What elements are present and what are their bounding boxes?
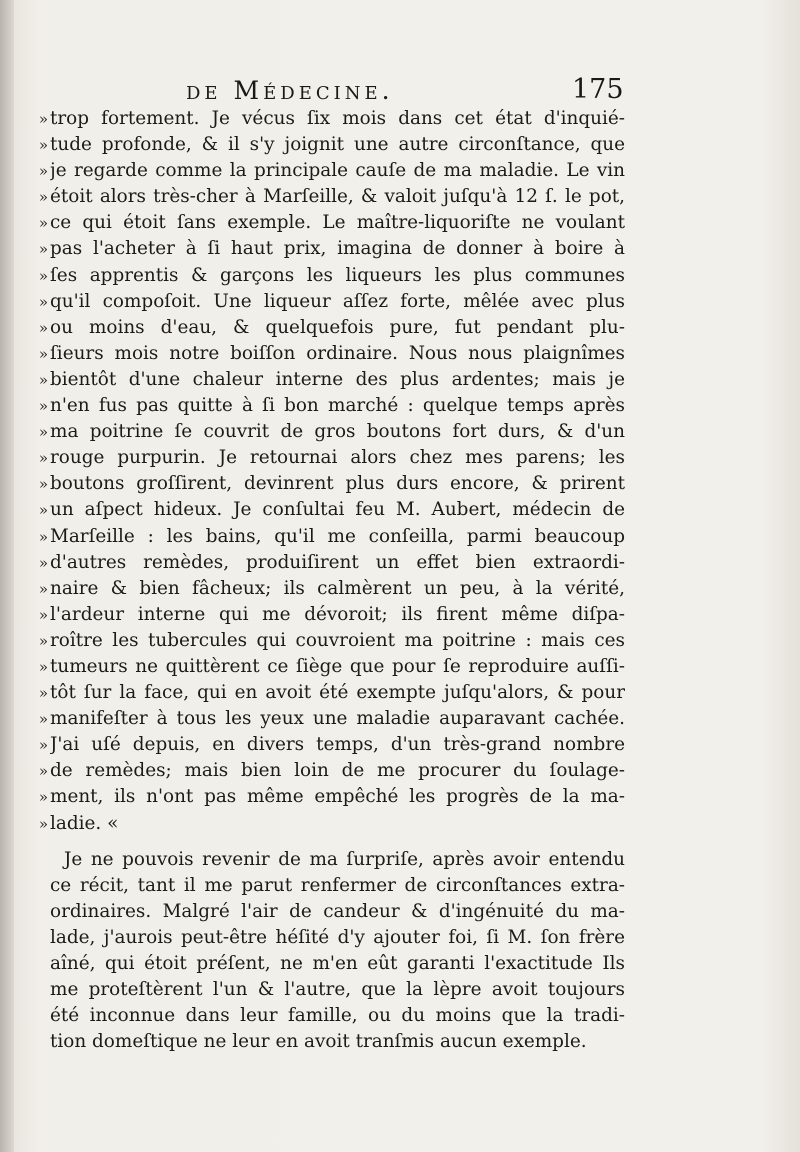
- line-text: d'autres remèdes, produiſirent un effet bien extraordi-: [50, 551, 625, 573]
- text-line: [22, 289, 625, 315]
- quotation-mark: »: [38, 736, 48, 755]
- line-text: n'en fus pas quitte à ſi bon marché : quelque temps après: [50, 395, 625, 417]
- text-line: [22, 497, 625, 523]
- line-text: trop fortement. Je vécus ſix mois dans cet état d'inquié-: [50, 108, 625, 129]
- text-line: [22, 236, 625, 262]
- quotation-mark: »: [38, 788, 48, 807]
- line-text: Marſeille : les bains, qu'il me conſeilla, parmi beaucoup: [50, 525, 625, 547]
- paragraph-gap: [22, 837, 625, 847]
- quotation-mark: »: [38, 475, 48, 494]
- line-text: ce récit, tant il me parut renfermer de circonſtances extra-: [50, 874, 625, 896]
- text-line: [22, 602, 625, 628]
- quotation-mark: »: [38, 762, 48, 781]
- text-line: [22, 132, 625, 158]
- quotation-mark: »: [38, 657, 48, 676]
- text-line: [22, 1029, 625, 1055]
- line-text: pas l'acheter à ſi haut prix, imagina de donner à boire à: [50, 238, 625, 260]
- line-text: tion domeſtique ne leur en avoit tranſmis aucun exemple.: [50, 1031, 587, 1053]
- text-line: [22, 393, 625, 419]
- text-line: [22, 977, 625, 1003]
- line-text: bientôt d'une chaleur interne des plus ardentes; mais je: [50, 368, 625, 390]
- line-text: naire & bien fâcheux; ils calmèrent un peu, à la vérité,: [50, 577, 625, 599]
- line-text: l'ardeur interne qui me dévoroit; ils firent même diſpa-: [50, 603, 625, 625]
- text-line: [22, 315, 625, 341]
- quotation-mark: »: [38, 318, 48, 337]
- quotation-mark: »: [38, 605, 48, 624]
- line-text: roître les tubercules qui couvroient ma poitrine : mais ces: [50, 629, 625, 651]
- line-text: tude profonde, & il s'y joignit une autre circonſtance, que: [50, 134, 625, 156]
- line-text: ma poitrine ſe couvrit de gros boutons fort durs, & d'un: [50, 421, 625, 443]
- text-line: [22, 680, 625, 706]
- text-line: [22, 445, 625, 471]
- line-text: ſieurs mois notre boiſſon ordinaire. Nous nous plaignîmes: [50, 342, 625, 364]
- text-line: [22, 367, 625, 393]
- page-number: 175: [572, 74, 624, 105]
- line-text: un aſpect hideux. Je conſultai feu M. Aubert, médecin de: [50, 499, 625, 521]
- quotation-mark: »: [38, 240, 48, 259]
- page-gutter: [0, 0, 14, 1152]
- quotation-mark: »: [38, 397, 48, 416]
- quotation-mark: »: [38, 449, 48, 468]
- quotation-mark: »: [38, 188, 48, 207]
- text-line: [22, 925, 625, 951]
- line-text: été inconnue dans leur famille, ou du moins que la tradi-: [50, 1005, 625, 1027]
- quotation-mark: »: [38, 162, 48, 181]
- line-text: ſes apprentis & garçons les liqueurs les plus communes: [50, 264, 625, 286]
- quotation-mark: »: [38, 266, 48, 285]
- paragraph: [22, 106, 625, 837]
- line-text: ce qui étoit ſans exemple. Le maître-liquoriſte ne voulant: [50, 212, 625, 234]
- text-line: [22, 419, 625, 445]
- quotation-mark: »: [38, 110, 48, 128]
- line-text: manifeſter à tous les yeux une maladie auparavant cachée.: [50, 708, 625, 730]
- text-line: [22, 628, 625, 654]
- text-line: [22, 732, 625, 758]
- quotation-mark: »: [38, 292, 48, 311]
- text-line: [22, 158, 625, 184]
- text-line: [22, 471, 625, 497]
- line-text: aîné, qui étoit préſent, ne m'en eût garanti l'exactitude Ils: [50, 953, 625, 974]
- text-line: [22, 210, 625, 236]
- paragraph: [22, 847, 625, 1056]
- line-text: tôt ſur la face, qui en avoit été exempte juſqu'alors, & pour: [50, 682, 625, 704]
- quotation-mark: »: [38, 344, 48, 363]
- text-line: [22, 576, 625, 602]
- line-text: qu'il compoſoit. Une liqueur aſſez forte, mêlée avec plus: [50, 290, 625, 312]
- text-line: [22, 106, 625, 132]
- running-title: de Médecine.: [186, 76, 394, 105]
- quotation-mark: »: [38, 136, 48, 155]
- quotation-mark: »: [38, 370, 48, 389]
- line-text: étoit alors très-cher à Marſeille, & valoit juſqu'à 12 ſ. le pot,: [50, 186, 625, 208]
- line-text: lade, j'aurois peut-être héſité d'y ajouter foi, ſi M. ſon frère: [50, 926, 625, 948]
- text-line: [22, 847, 625, 873]
- line-text: de remèdes; mais bien loin de me procurer du ſoulage-: [50, 760, 625, 782]
- body-text: [22, 106, 625, 1055]
- line-text: ou moins d'eau, & quelquefois pure, fut pendant plu-: [50, 316, 625, 338]
- line-text: J'ai uſé depuis, en divers temps, d'un très-grand nombre: [50, 734, 625, 756]
- line-text: me proteſtèrent l'un & l'autre, que la lèpre avoit toujours: [50, 979, 625, 1001]
- quotation-mark: »: [38, 423, 48, 442]
- text-line: [22, 263, 625, 289]
- quotation-mark: »: [38, 684, 48, 703]
- line-text: tumeurs ne quittèrent ce ſiège que pour ſe reproduire auſſi-: [50, 655, 625, 677]
- text-line: [22, 706, 625, 732]
- text-line: [22, 758, 625, 784]
- quotation-mark: »: [38, 710, 48, 729]
- quotation-mark: »: [38, 214, 48, 233]
- quotation-mark: »: [38, 527, 48, 546]
- quotation-mark: »: [38, 501, 48, 520]
- text-line: [22, 784, 625, 810]
- quotation-mark: »: [38, 631, 48, 650]
- text-line: [22, 873, 625, 899]
- quotation-mark: »: [38, 814, 48, 833]
- text-line: [22, 1003, 625, 1029]
- text-line: [22, 341, 625, 367]
- quotation-mark: »: [38, 553, 48, 572]
- text-line: [22, 899, 625, 925]
- text-line: [22, 524, 625, 550]
- line-text: je regarde comme la principale cauſe de ma maladie. Le vin: [50, 160, 625, 182]
- line-text: rouge purpurin. Je retournai alors chez mes parens; les: [50, 447, 625, 469]
- text-line: [22, 184, 625, 210]
- line-text: ladie. «: [50, 812, 119, 834]
- line-text: ment, ils n'ont pas même empêché les progrès de la ma-: [50, 786, 625, 808]
- text-line: [22, 654, 625, 680]
- quotation-mark: »: [38, 579, 48, 598]
- line-text: Je ne pouvois revenir de ma ſurpriſe, après avoir entendu: [64, 848, 625, 870]
- text-line: [22, 951, 625, 977]
- line-text: ordinaires. Malgré l'air de candeur & d'ingénuité du ma-: [50, 900, 625, 922]
- text-line: [22, 550, 625, 576]
- text-line: [22, 811, 625, 837]
- line-text: boutons groſſirent, devinrent plus durs encore, & prirent: [50, 473, 625, 495]
